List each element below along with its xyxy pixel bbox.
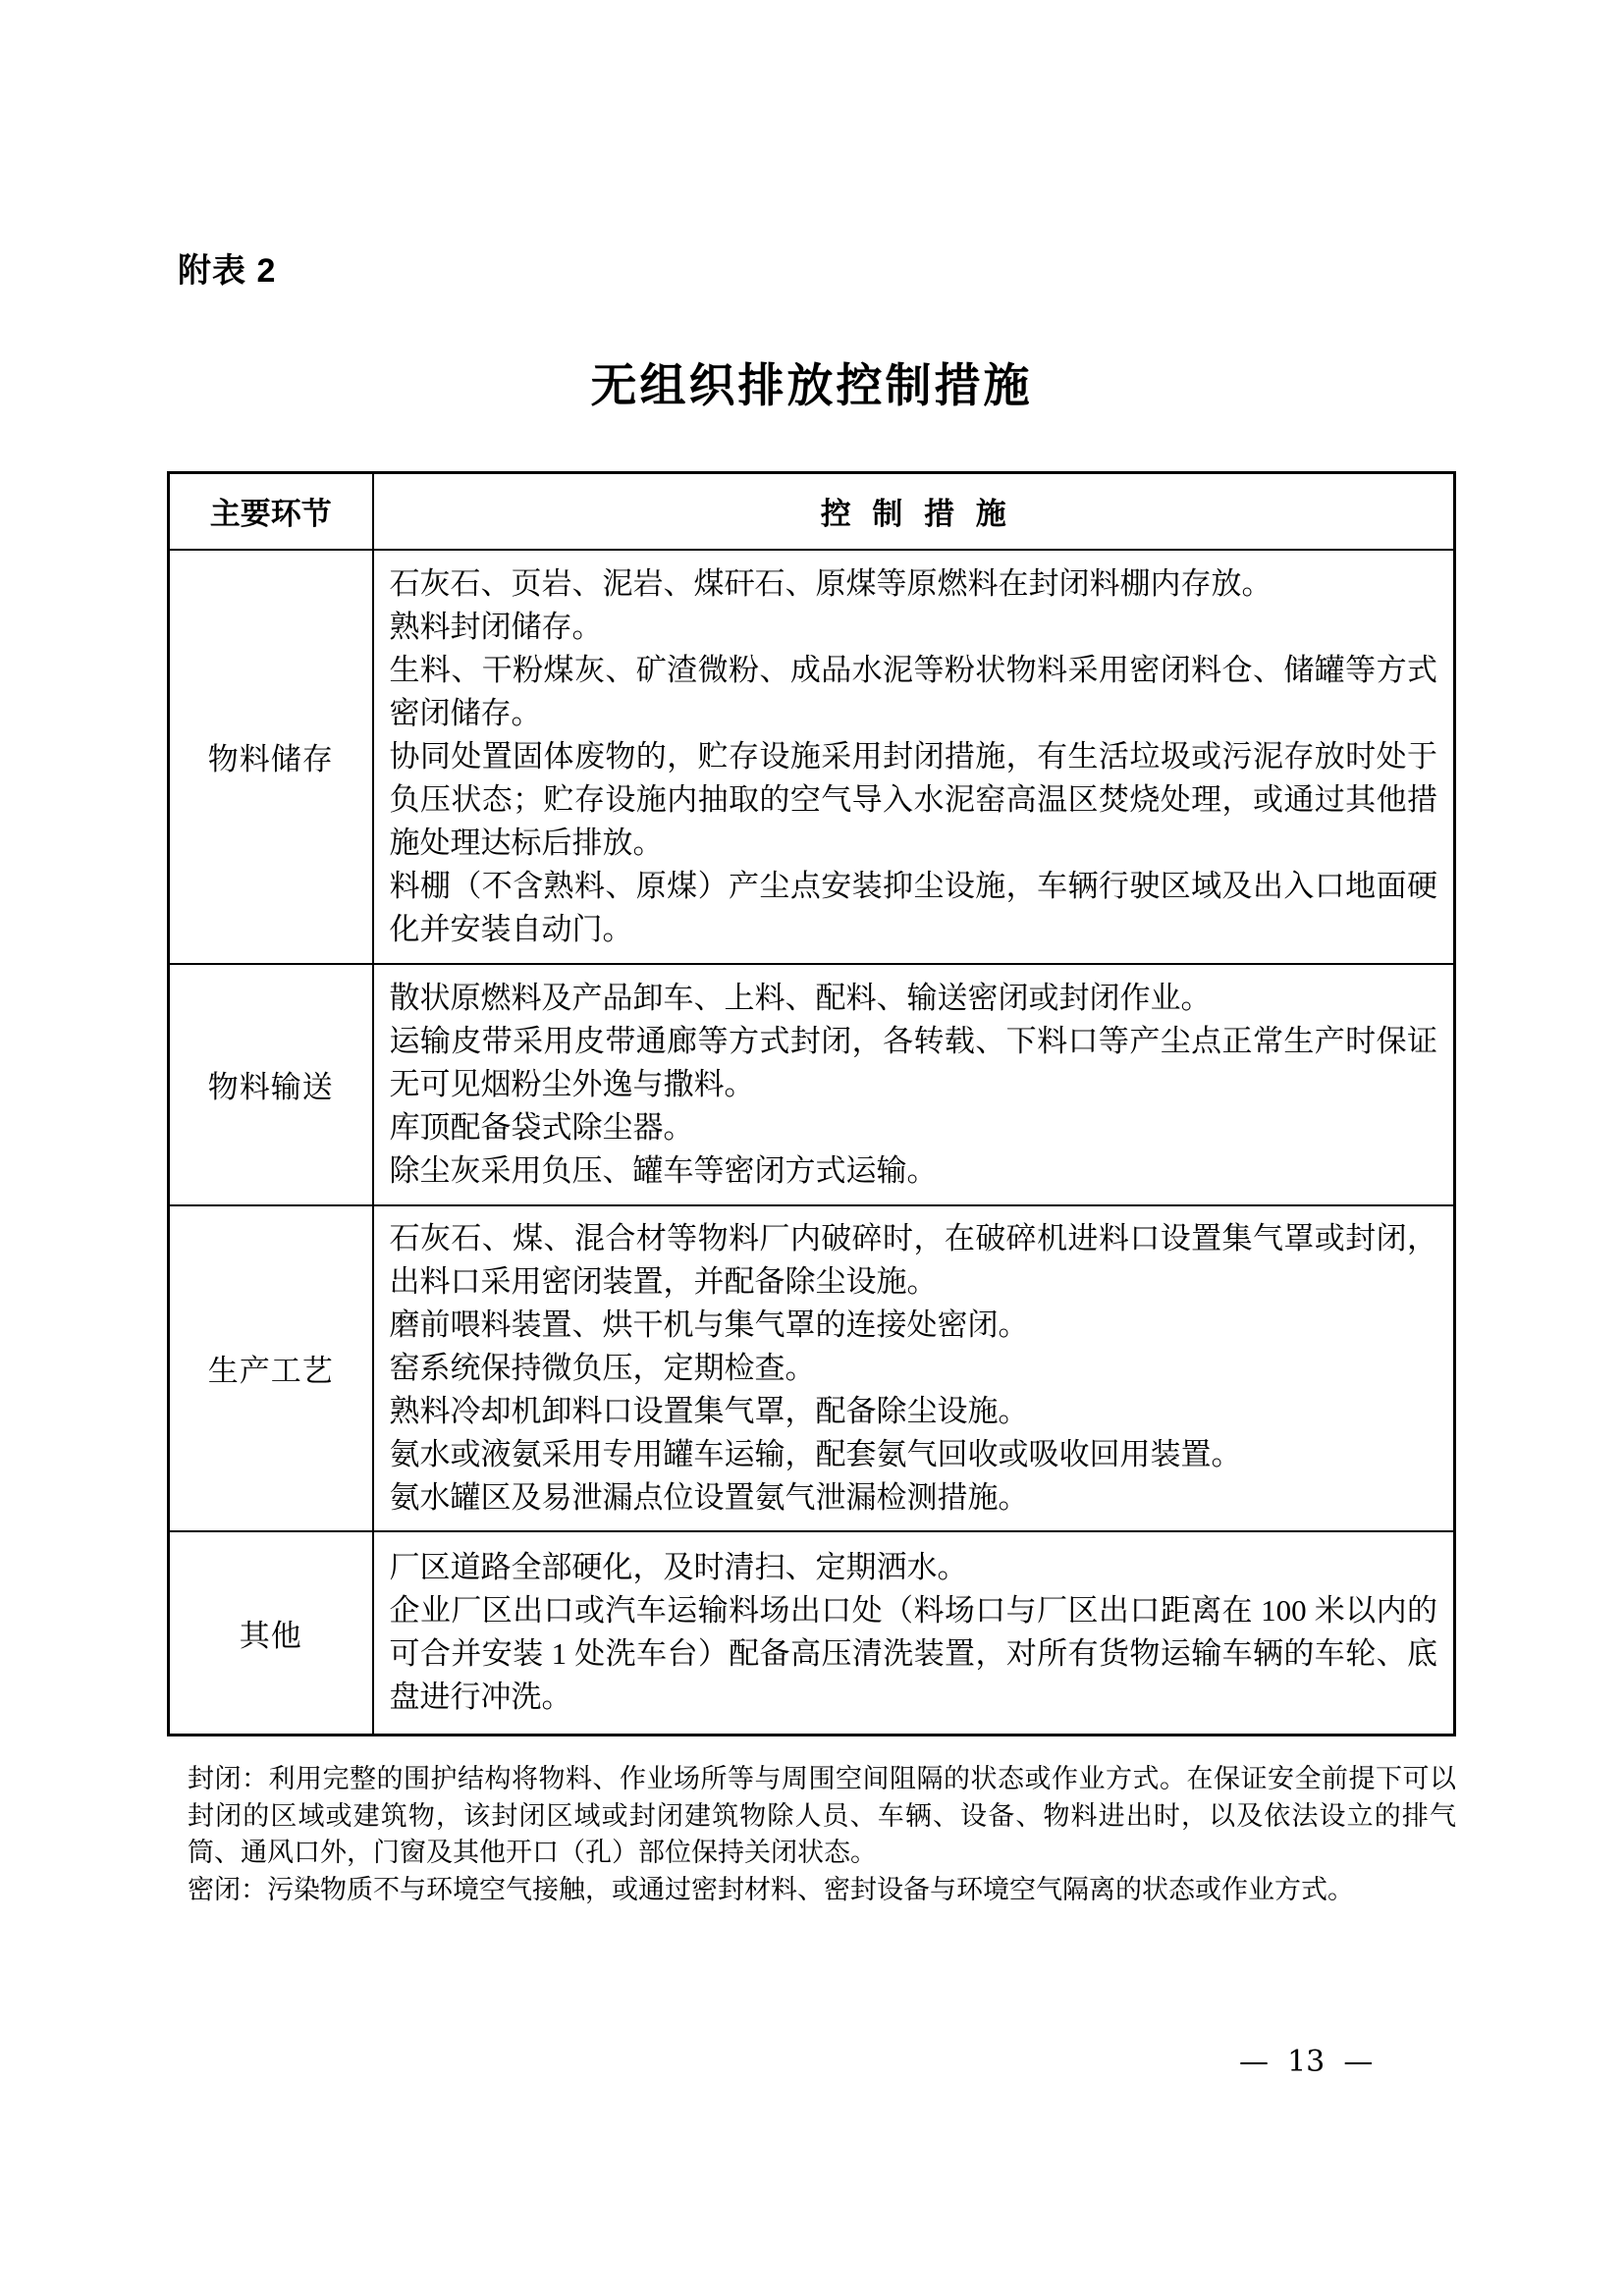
footnote-item: 密闭：污染物质不与环境空气接触，或通过密封材料、密封设备与环境空气隔离的状态或作业方式。 — [188, 1874, 1354, 1904]
stage-label: 其他 — [169, 1531, 373, 1735]
table-row — [169, 1205, 1455, 1531]
measures-cell — [373, 1205, 1455, 1531]
column-header-measures: 控制措施 — [373, 473, 1455, 550]
measure-item: 磨前喂料装置、烘干机与集气罩的连接处密闭。 — [389, 1307, 1029, 1342]
measure-item: 运输皮带采用皮带通廊等方式封闭，各转载、下料口等产尘点正常生产时保证无可见烟粉尘外逸与撒料。 — [389, 1023, 1437, 1101]
table-body — [169, 550, 1455, 1735]
stage-label: 物料输送 — [169, 964, 373, 1205]
measure-item: 氨水或液氨采用专用罐车运输，配套氨气回收或吸收回用装置。 — [389, 1436, 1242, 1471]
measure-item: 生料、干粉煤灰、矿渣微粉、成品水泥等粉状物料采用密闭料仓、储罐等方式密闭储存。 — [389, 652, 1437, 730]
footnotes — [188, 1761, 1456, 1908]
table-row — [169, 964, 1455, 1205]
measure-item: 熟料封闭储存。 — [389, 609, 603, 644]
measure-item: 企业厂区出口或汽车运输料场出口处（料场口与厂区出口距离在 100 米以内的可合并安装 1 处洗车台）配备高压清洗装置，对所有货物运输车辆的车轮、底盘进行冲洗。 — [389, 1593, 1437, 1715]
measures-cell — [373, 964, 1455, 1205]
measure-item: 除尘灰采用负压、罐车等密闭方式运输。 — [389, 1152, 938, 1188]
table-header-row — [169, 473, 1455, 550]
measure-item: 协同处置固体废物的，贮存设施采用封闭措施，有生活垃圾或污泥存放时处于负压状态；贮存设施内抽取的空气导入水泥窑高温区焚烧处理，或通过其他措施处理达标后排放。 — [389, 738, 1437, 860]
measure-item: 料棚（不含熟料、原煤）产尘点安装抑尘设施，车辆行驶区域及出入口地面硬化并安装自动门。 — [389, 868, 1437, 946]
appendix-label: 附表 2 — [178, 252, 277, 290]
measure-item: 熟料冷却机卸料口设置集气罩，配备除尘设施。 — [389, 1393, 1029, 1428]
measure-item: 石灰石、煤、混合材等物料厂内破碎时，在破碎机进料口设置集气罩或封闭，出料口采用密闭装置，并配备除尘设施。 — [389, 1220, 1437, 1299]
stage-label: 生产工艺 — [169, 1205, 373, 1531]
measure-item: 窑系统保持微负压，定期检查。 — [389, 1350, 816, 1385]
column-header-stage: 主要环节 — [169, 473, 373, 550]
page-number: — 13 — — [1239, 2045, 1374, 2079]
table-row — [169, 550, 1455, 964]
measure-item: 氨水罐区及易泄漏点位设置氨气泄漏检测措施。 — [389, 1479, 1029, 1515]
measure-item: 厂区道路全部硬化，及时清扫、定期洒水。 — [389, 1550, 968, 1585]
measures-cell — [373, 550, 1455, 964]
table-row — [169, 1531, 1455, 1735]
control-measures-table — [167, 471, 1456, 1736]
stage-label: 物料储存 — [169, 550, 373, 964]
measures-cell — [373, 1531, 1455, 1735]
measure-item: 石灰石、页岩、泥岩、煤矸石、原煤等原燃料在封闭料棚内存放。 — [389, 565, 1272, 601]
measure-item: 散状原燃料及产品卸车、上料、配料、输送密闭或封闭作业。 — [389, 980, 1212, 1015]
measure-item: 库顶配备袋式除尘器。 — [389, 1109, 694, 1145]
page-title: 无组织排放控制措施 — [590, 359, 1033, 411]
footnote-item: 封闭：利用完整的围护结构将物料、作业场所等与周围空间阻隔的状态或作业方式。在保证安全前提下可以封闭的区域或建筑物，该封闭区域或封闭建筑物除人员、车辆、设备、物料进出时，以及依法设立的排气筒、通风口外，门窗及其他开口（孔）部位保持关闭状态。 — [188, 1764, 1456, 1867]
